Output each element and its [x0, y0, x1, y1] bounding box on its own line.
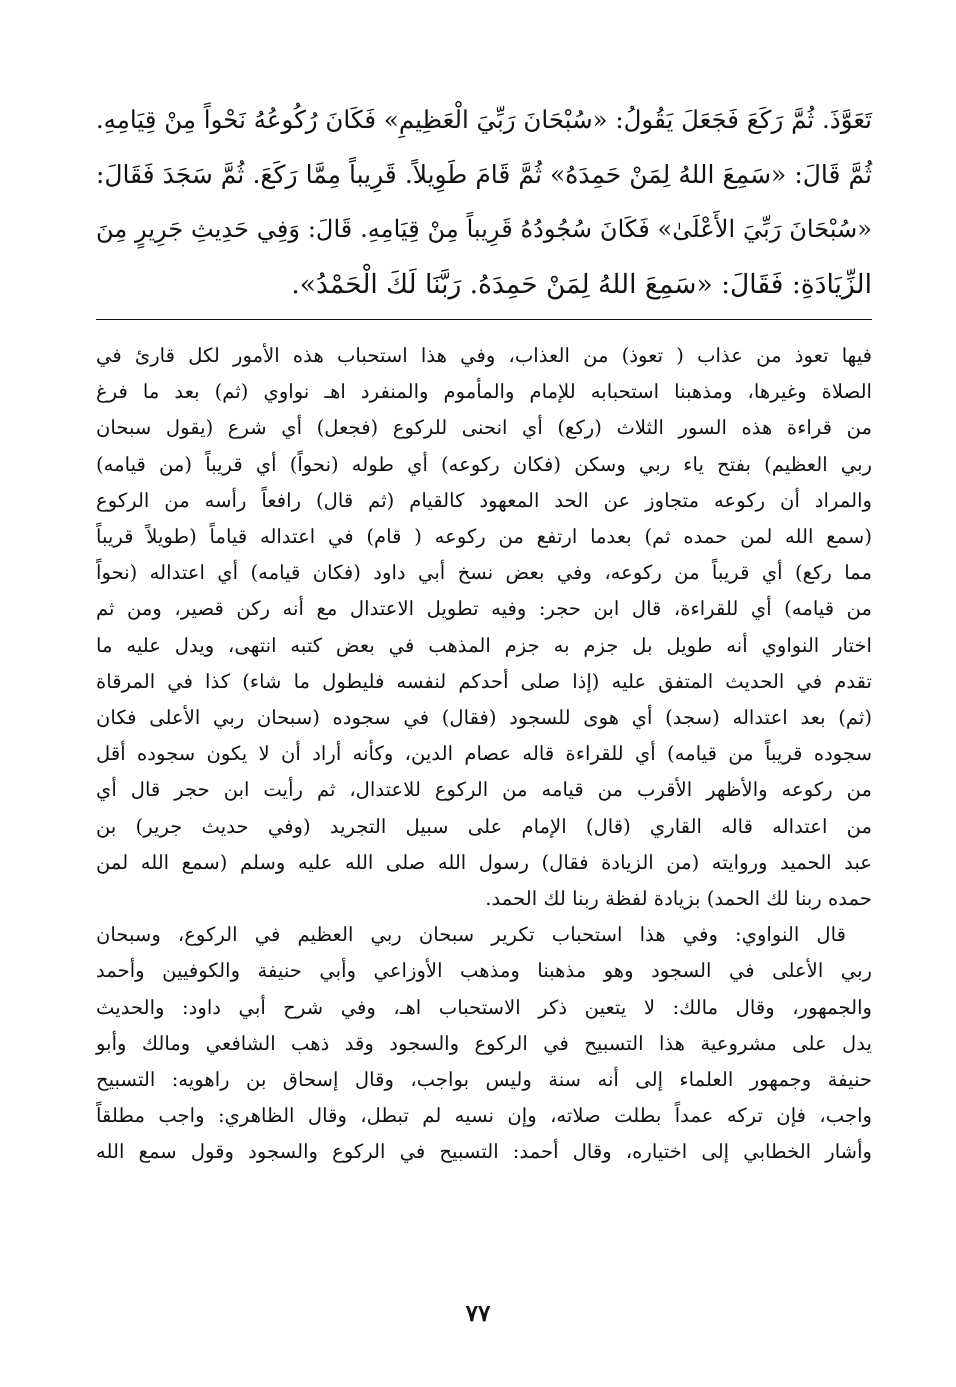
page-number: ٧٧ — [465, 1300, 491, 1327]
separator-rule — [96, 319, 872, 320]
commentary-line: فيها تعوذ من عذاب ( تعوذ) من العذاب، وفي هذا استحباب هذه الأمور لكل قارئ في — [96, 344, 872, 367]
commentary-line: مما ركع) أي قريباً من ركوعه، وفي بعض نسخ أبي داود (فكان قيامه) أي اعتداله (نحواً — [96, 561, 872, 585]
commentary-line: حمده ربنا لك الحمد) بزيادة لفظة ربنا لك الحمد. — [485, 887, 872, 911]
matn-line: الزِّيَادَةِ: فَقَالَ: «سَمِعَ اللهُ لِمَنْ حَمِدَهُ. رَبَّنَا لَكَ الْحَمْدُ». — [291, 269, 872, 300]
commentary-line: وأشار الخطابي إلى اختياره، وقال أحمد: التسبيح في الركوع والسجود وقول سمع الله — [96, 1140, 872, 1164]
commentary-line: سجوده قريباً من قيامه) أي للقراءة قاله عصام الدين، وكأنه أراد أن لا يكون سجوده أقل — [96, 742, 872, 766]
commentary-line: من قيامه) أي للقراءة، قال ابن حجر: وفيه تطويل الاعتدال مع أنه ركن قصير، ومن ثم — [96, 597, 872, 621]
matn-line: ثُمَّ قَالَ: «سَمِعَ اللهُ لِمَنْ حَمِدَهُ» ثُمَّ قَامَ طَوِيلاً. قَرِيباً مِمَّا رَكَعَ. ثُمَّ سَجَدَ فَقَالَ: — [96, 160, 872, 189]
matn-line: «سُبْحَانَ رَبِّيَ الأَعْلَىٰ» فَكَانَ سُجُودُهُ قَرِيباً مِنْ قِيَامِهِ. قَالَ: وَفِي حَدِيثِ جَرِيرٍ مِنَ — [96, 215, 872, 243]
commentary-line: تقدم في الحديث المتفق عليه (إذا صلى أحدكم لنفسه فليطول ما شاء) كذا في المرقاة — [96, 669, 872, 693]
commentary-line: الصلاة وغيرها، ومذهبنا استحبابه للإمام والمأموم والمنفرد اهـ نواوي (ثم) بعد ما فرغ — [96, 380, 872, 404]
commentary-line: ربي العظيم) بفتح ياء ربي وسكن (فكان ركوعه) أي طوله (نحواً) أي قريباً (من قيامه) — [96, 452, 872, 476]
commentary-line: اختار النواوي أنه طويل بل جزم به جزم المذهب في بعض كتبه انتهى، ويدل عليه ما — [96, 633, 872, 657]
commentary-line: يدل على مشروعية هذا التسبيح في الركوع والسجود وقد ذهب الشافعي ومالك وأبو — [96, 1031, 872, 1055]
commentary-paragraph — [96, 917, 872, 1170]
commentary-line: حنيفة وجمهور العلماء إلى أنه سنة وليس بواجب، وقال إسحاق بن راهويه: التسبيح — [96, 1068, 872, 1092]
commentary-paragraph — [96, 338, 872, 917]
commentary-line: (ثم) بعد اعتداله (سجد) أي هوى للسجود (فقال) في سجوده (سبحان ربي الأعلى فكان — [96, 706, 872, 730]
commentary-line: ربي الأعلى في السجود وهو مذهبنا ومذهب الأوزاعي وأبي حنيفة والكوفيين وأحمد — [96, 959, 872, 983]
commentary-line: من ركوعه والأظهر الأقرب من قيامه من الركوع للاعتدال، ثم رأيت ابن حجر قال أي — [96, 778, 872, 802]
commentary-line: عبد الحميد وروايته (من الزيادة فقال) رسول الله صلى الله عليه وسلم (سمع الله لمن — [96, 850, 872, 874]
commentary-line: قال النواوي: وفي هذا استحباب تكرير سبحان ربي العظيم في الركوع، وسبحان — [96, 923, 846, 947]
matn-line: تَعَوَّذَ. ثُمَّ رَكَعَ فَجَعَلَ يَقُولُ: «سُبْحَانَ رَبِّيَ الْعَظِيمِ» فَكَانَ رُكُوعُهُ نَحْواً مِنْ قِيَامِهِ. — [95, 105, 872, 134]
hadith-text — [96, 92, 872, 312]
commentary-block — [96, 338, 872, 1171]
commentary-line: (سمع الله لمن حمده ثم) بعدما ارتفع من ركوعه ( قام) في اعتداله قياماً (طويلاً قريباً — [96, 525, 872, 549]
commentary-line: من اعتداله قاله القاري (قال) الإمام على سبيل التجريد (وفي حديث جرير) بن — [96, 814, 872, 838]
commentary-line: والجمهور، وقال مالك: لا يتعين ذكر الاستحباب اهـ، وفي شرح أبي داود: والحديث — [96, 995, 872, 1019]
commentary-line: واجب، فإن تركه عمداً بطلت صلاته، وإن نسيه لم تبطل، وقال الظاهري: واجب مطلقاً — [96, 1104, 872, 1128]
matn-block — [96, 92, 872, 312]
commentary-line: من قراءة هذه السور الثلاث (ركع) أي انحنى للركوع (فجعل) أي شرع (يقول سبحان — [96, 416, 872, 440]
commentary-line: والمراد أن ركوعه متجاوز عن الحد المعهود كالقيام (ثم قال) رافعاً رأسه من الركوع — [96, 488, 872, 512]
